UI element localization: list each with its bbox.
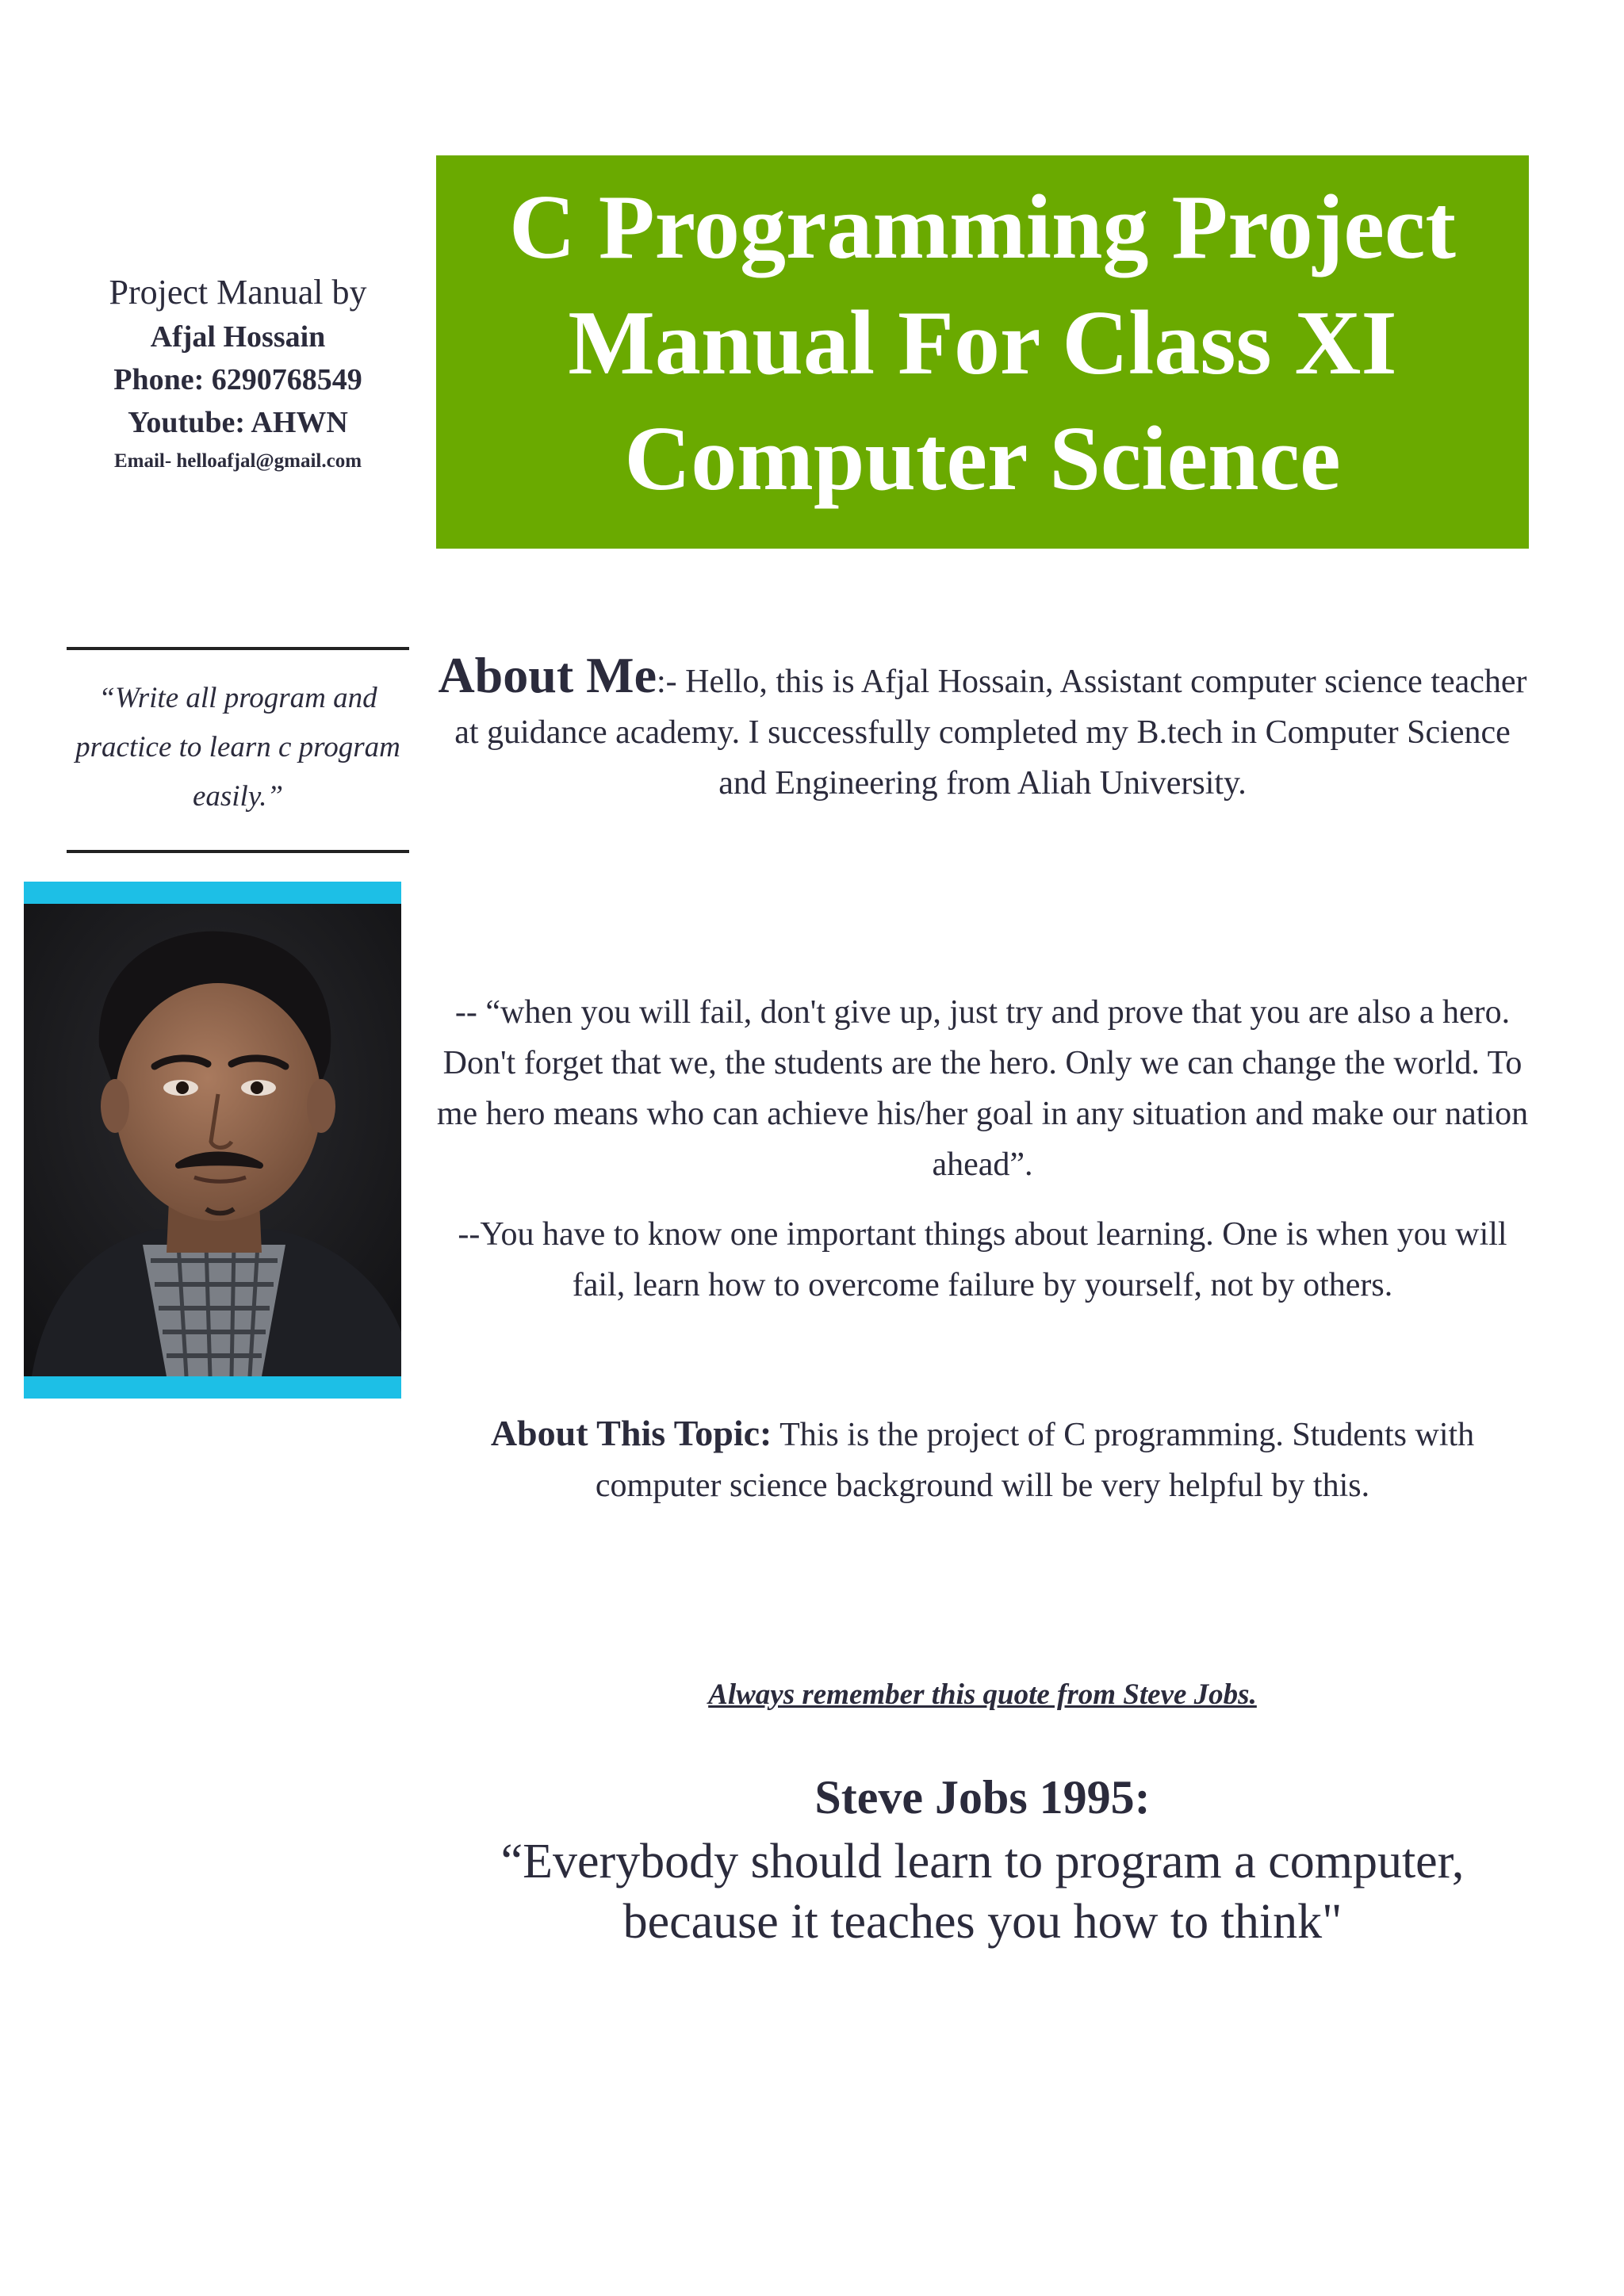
author-youtube: Youtube: AHWN: [128, 406, 348, 439]
about-topic-section: [436, 1408, 1529, 1511]
about-me-text: :- Hello, this is Afjal Hossain, Assistant computer science teacher at guidance academy. I successfully completed my B.tech in Computer Science and Engineering from Aliah University.: [454, 664, 1527, 802]
jobs-quote-title: Steve Jobs 1995:: [814, 1771, 1151, 1823]
jobs-quote-text: “Everybody should learn to program a computer, because it teaches you how to think": [500, 1835, 1465, 1949]
author-intro: Project Manual by: [109, 273, 367, 312]
quote-bottom-divider: [67, 850, 409, 853]
author-email: Email- helloafjal@gmail.com: [113, 450, 362, 472]
about-topic-heading: About This Topic:: [490, 1413, 772, 1453]
title-line-1: C Programming Project: [509, 177, 1456, 278]
about-me-section: [436, 647, 1529, 809]
remember-line: Always remember this quote from Steve Jobs.: [708, 1678, 1257, 1711]
about-topic-text: This is the project of C programming. Students with computer science background will be very helpful by this.: [595, 1417, 1475, 1504]
page-title: [509, 170, 1456, 517]
author-name: Afjal Hossain: [150, 320, 326, 354]
sidebar-quote: “Write all program and practice to learn c program easily.”: [75, 682, 400, 813]
author-photo: [24, 882, 401, 1399]
hero-quote: -- “when you will fail, don't give up, just try and prove that you are also a hero. Don't forget that we, the students are the hero. Only we can change the world. To me hero means who can achieve his/her goal in any situation and make our nation ahead”.: [436, 994, 1529, 1183]
title-line-2: Manual For Class XI: [568, 293, 1397, 394]
learning-note: --You have to know one important things about learning. One is when you will fail, learn how to overcome failure by yourself, not by others.: [458, 1216, 1507, 1303]
author-portrait: [24, 904, 401, 1376]
author-phone: Phone: 6290768549: [113, 363, 362, 396]
about-me-heading: About Me: [438, 647, 657, 703]
author-info: [56, 270, 420, 479]
title-line-3: Computer Science: [624, 408, 1341, 510]
quote-top-divider: [67, 647, 409, 650]
title-banner: [436, 155, 1529, 549]
